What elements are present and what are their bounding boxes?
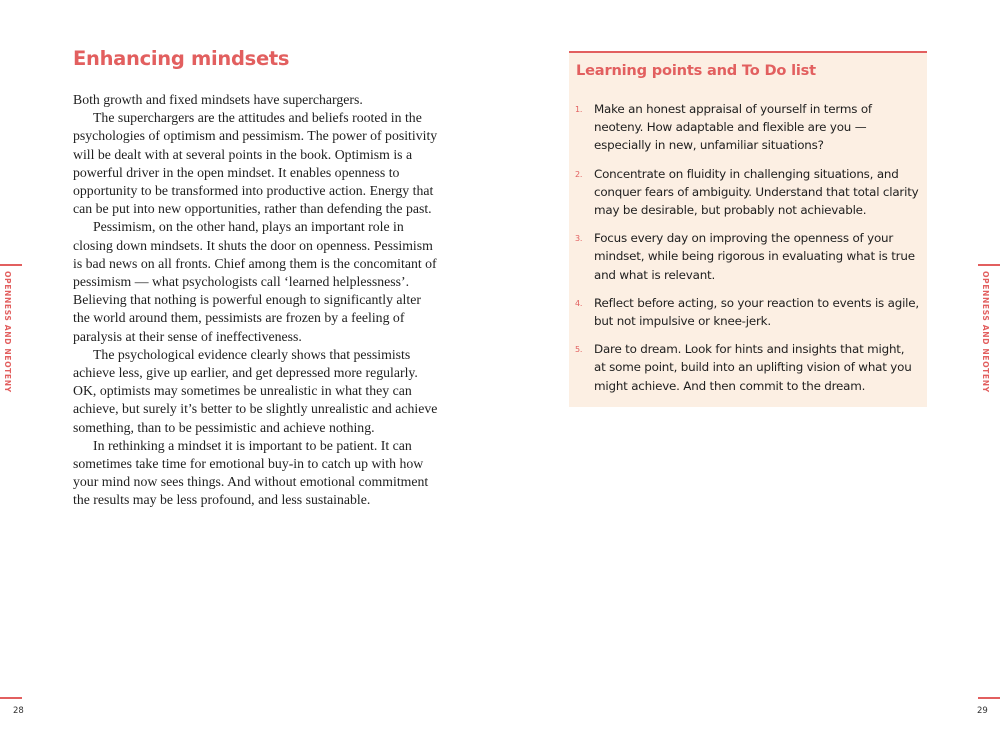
running-section-label: OPENNESS AND NEOTENY — [981, 271, 990, 393]
body-paragraph: Pessimism, on the other hand, plays an important role in closing down mindsets. It shuts the door on openness. Pessimism is bad news on all fronts. Chief among them is the concomitant of pessimism — what psychologists call ‘learned helplessness’. Believing that nothing is powerful enough to significantly alter the world around them, pessimists are frozen by a feeling of paralysis at their sense of ineffectiveness. — [73, 219, 437, 344]
page-number-marker — [0, 697, 22, 699]
item-text: Reflect before acting, so your reaction to events is agile, but not impulsive or knee-jerk. — [594, 295, 919, 329]
list-item — [575, 340, 919, 395]
page-number: 29 — [977, 706, 988, 716]
side-tab-marker — [978, 264, 1000, 266]
list-item — [575, 100, 919, 155]
list-item — [575, 294, 919, 330]
item-number: 4. — [575, 298, 583, 308]
running-section-label: OPENNESS AND NEOTENY — [3, 271, 12, 393]
item-number: 1. — [575, 105, 583, 114]
learning-points-box — [569, 51, 927, 407]
body-text — [73, 91, 441, 510]
learning-points-list — [575, 100, 919, 405]
body-paragraph: Both growth and fixed mindsets have superchargers. — [73, 92, 363, 107]
body-paragraph: The psychological evidence clearly shows that pessimists achieve less, give up earlier, and get depressed more regularly. OK, optimists may sometimes be unrealistic in what they can achieve, but surely it’s better to be slightly unrealistic and achieve something, than to be pessimistic and achieve nothing. — [73, 346, 438, 435]
item-number: 2. — [575, 169, 583, 179]
list-item — [575, 165, 919, 220]
page-number-marker — [978, 697, 1000, 699]
item-number: 3. — [575, 234, 583, 244]
section-heading: Enhancing mindsets — [73, 47, 290, 70]
body-paragraph: The superchargers are the attitudes and beliefs rooted in the psychologies of optimism and pessimism. The power of positivity will be dealt with at several points in the book. Optimism is a powerful driver in the open mindset. It enables openness to opportunity to be transformed into productive action. Energy that can be put into new opportunities, rather than defending the past. — [73, 110, 438, 217]
learning-points-title: Learning points and To Do list — [576, 62, 816, 79]
page-number: 28 — [13, 706, 24, 716]
item-number: 5. — [575, 345, 583, 355]
item-text: Make an honest appraisal of yourself in terms of neoteny. How adaptable and flexible are you — especially in new, unfamiliar situations? — [594, 102, 872, 153]
item-text: Dare to dream. Look for hints and insights that might, at some point, build into an uplifting vision of what you might achieve. And then commit to the dream. — [594, 342, 912, 393]
body-paragraph: In rethinking a mindset it is important to be patient. It can sometimes take time for emotional buy-in to catch up with how your mind now sees things. And without emotional commitment the results may be less profound, and less sustainable. — [73, 437, 429, 508]
item-text: Concentrate on fluidity in challenging situations, and conquer fears of ambiguity. Understand that total clarity may be desirable, but probably not achievable. — [594, 166, 919, 218]
item-text: Focus every day on improving the openness of your mindset, while being rigorous in evaluating what is true and what is relevant. — [594, 231, 915, 282]
list-item — [575, 229, 919, 284]
right-page — [500, 0, 1000, 741]
side-tab-marker — [0, 264, 22, 266]
